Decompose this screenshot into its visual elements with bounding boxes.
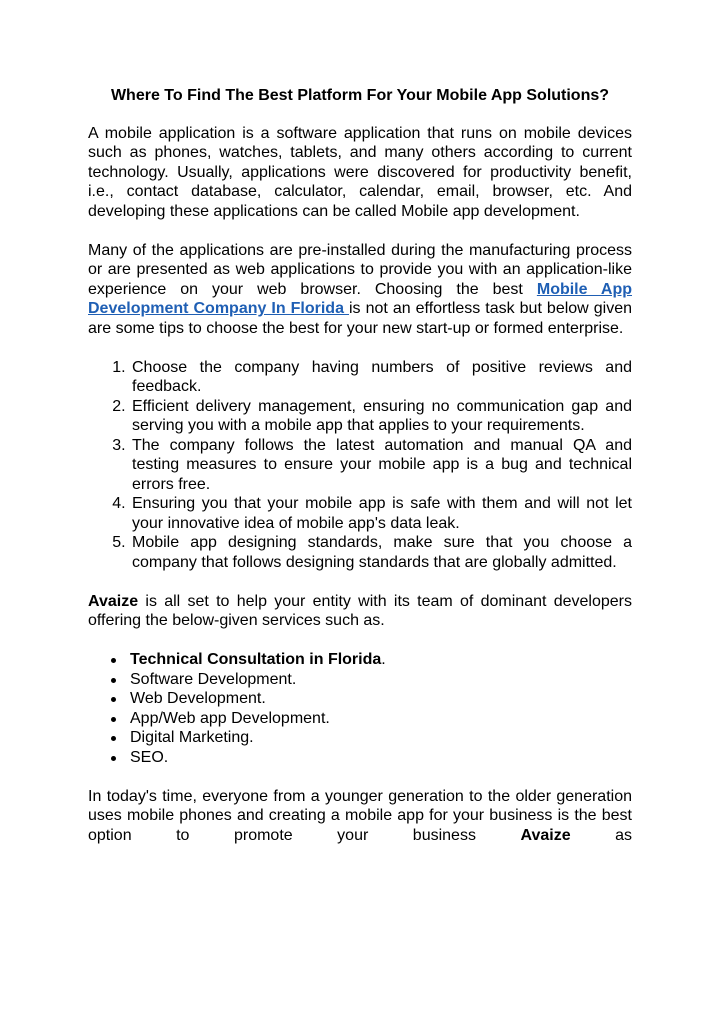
list-item: 5. Mobile app designing standards, make sure that you choose a company that follows designing standards that are globally admitted. xyxy=(130,533,632,572)
platform-paragraph-text-before: Many of the applications are pre-installed during the manufacturing process or are presented as web applications to provide you with an application-like experience on your web browser. Choosing the best xyxy=(88,241,632,298)
list-item: 2. Efficient delivery management, ensuring no communication gap and serving you with a mobile app that applies to your requirements. xyxy=(130,397,632,436)
services-intro-paragraph xyxy=(88,592,632,631)
platform-paragraph xyxy=(88,241,632,339)
closing-tail: as xyxy=(570,826,633,844)
list-item: Web Development. xyxy=(130,689,632,709)
list-item: Digital Marketing. xyxy=(130,728,632,748)
document-page xyxy=(88,86,632,845)
list-item: 3. The company follows the latest automation and manual QA and testing measures to ensure your mobile app is a bug and technical errors free. xyxy=(130,436,632,495)
closing-paragraph xyxy=(88,787,632,846)
page-title: Where To Find The Best Platform For Your Mobile App Solutions? xyxy=(110,87,610,104)
list-item: SEO. xyxy=(130,748,632,768)
list-item: App/Web app Development. xyxy=(130,709,632,729)
list-item: 4. Ensuring you that your mobile app is safe with them and will not let your innovative idea of mobile app's data leak. xyxy=(130,494,632,533)
platform-paragraph-text-after: is not an effortless task but below given are some tips to choose the best for your new start-up or formed enterprise. xyxy=(88,300,632,337)
service-tail: . xyxy=(381,651,386,668)
tips-list xyxy=(88,358,632,573)
closing-text: In today's time, everyone from a younger generation to the older generation uses mobile phones and creating a mobile app for your business is the best option to promote your business xyxy=(88,787,632,844)
service-bold: Technical Consultation in Florida xyxy=(130,651,382,668)
list-item xyxy=(130,650,632,670)
list-item: Software Development. xyxy=(130,670,632,690)
services-list xyxy=(88,650,632,767)
brand-name: Avaize xyxy=(520,826,571,844)
list-item: 1. Choose the company having numbers of positive reviews and feedback. xyxy=(130,358,632,397)
brand-name: Avaize xyxy=(88,592,139,610)
mobile-app-company-link[interactable]: Mobile App Development Company In Florida xyxy=(88,280,632,317)
services-intro-text: is all set to help your entity with its team of dominant developers offering the below-given services such as. xyxy=(88,592,632,629)
intro-paragraph: A mobile application is a software application that runs on mobile devices such as phones, watches, tablets, and many others according to current technology. Usually, applications were discovered for productivity benefit, i.e., contact database, calculator, calendar, email, browser, etc. And developing these applications can be called Mobile app development. xyxy=(88,124,632,220)
